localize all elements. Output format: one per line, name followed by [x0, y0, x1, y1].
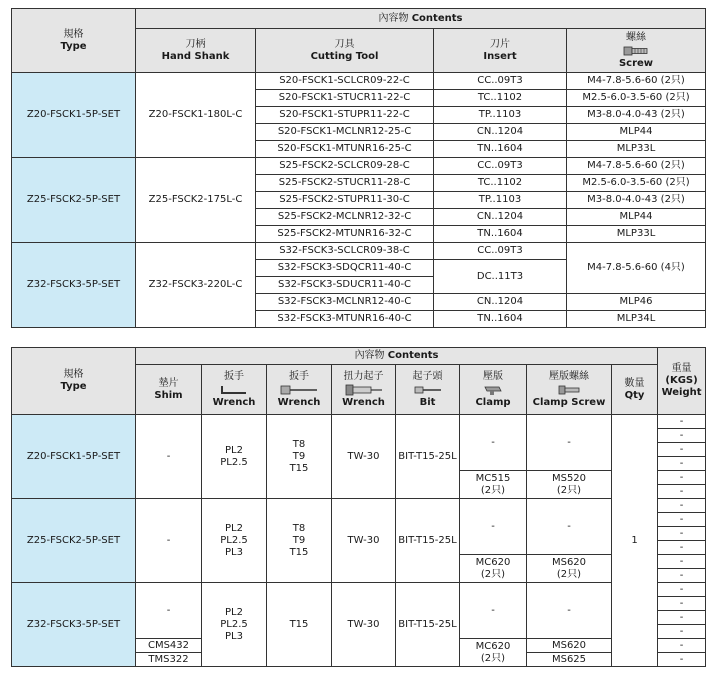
shank-z25: Z25-FSCK2-175L-C — [136, 158, 256, 243]
clamp-screw-cell: MS620 — [527, 639, 612, 653]
insert-cell: TN..1604 — [434, 311, 567, 328]
torque-wrench-header: 扭力起子 Wrench — [332, 365, 396, 415]
shank-z32: Z32-FSCK3-220L-C — [136, 243, 256, 328]
type-header: 規格 Type — [12, 9, 136, 73]
weight-cell: - — [658, 471, 706, 485]
weight-cell: - — [658, 611, 706, 625]
shim-cell: - — [136, 583, 202, 639]
tool-cell: S25-FSCK2-STUCR11-28-C — [256, 175, 434, 192]
tool-cell: S20-FSCK1-STUPR11-22-C — [256, 107, 434, 124]
set-type-z25: Z25-FSCK2-5P-SET — [12, 158, 136, 243]
shim-cell: CMS432 — [136, 639, 202, 653]
screw-icon — [567, 45, 705, 57]
weight-cell: - — [658, 583, 706, 597]
t-wrench-icon — [267, 384, 331, 396]
screw-cell: MLP33L — [567, 141, 706, 158]
wrench-l-header: 扳手 Wrench — [202, 365, 267, 415]
weight-header: 重量 (KGS) Weight — [658, 348, 706, 415]
contents-header: 內容物 Contents — [136, 348, 658, 365]
set-type-z32: Z32-FSCK3-5P-SET — [12, 583, 136, 667]
weight-cell: - — [658, 457, 706, 471]
screw-cell: M4-7.8-5.6-60 (2只) — [567, 158, 706, 175]
insert-cell: TC..1102 — [434, 175, 567, 192]
insert-cell: DC..11T3 — [434, 260, 567, 294]
wrench-t-cell: T8 T9 T15 — [267, 415, 332, 499]
set-type-z25: Z25-FSCK2-5P-SET — [12, 499, 136, 583]
screw-cell: MLP44 — [567, 124, 706, 141]
bit-header: 起子頭 Bit — [396, 365, 460, 415]
tool-cell: S20-FSCK1-MTUNR16-25-C — [256, 141, 434, 158]
weight-cell: - — [658, 429, 706, 443]
insert-cell: TP..1103 — [434, 192, 567, 209]
contents-table-top — [11, 8, 706, 328]
set-type-z32: Z32-FSCK3-5P-SET — [12, 243, 136, 328]
screw-cell: M3-8.0-4.0-43 (2只) — [567, 192, 706, 209]
insert-cell: CC..09T3 — [434, 243, 567, 260]
insert-cell: TC..1102 — [434, 90, 567, 107]
clamp-cell: MC620 (2只) — [460, 555, 527, 583]
screw-header: 螺絲 Screw — [567, 29, 706, 73]
screw-cell: M2.5-6.0-3.5-60 (2只) — [567, 90, 706, 107]
weight-cell: - — [658, 499, 706, 513]
tool-cell: S25-FSCK2-MCLNR12-32-C — [256, 209, 434, 226]
insert-cell: CC..09T3 — [434, 73, 567, 90]
bit-cell: BIT-T15-25L — [396, 583, 460, 667]
weight-cell: - — [658, 541, 706, 555]
insert-cell: TN..1604 — [434, 141, 567, 158]
tool-cell: S25-FSCK2-MTUNR16-32-C — [256, 226, 434, 243]
wrench-t-cell: T15 — [267, 583, 332, 667]
torque-wrench-cell: TW-30 — [332, 499, 396, 583]
clamp-cell: MC515 (2只) — [460, 471, 527, 499]
clamp-cell: MC620 (2只) — [460, 639, 527, 667]
tool-cell: S20-FSCK1-SCLCR09-22-C — [256, 73, 434, 90]
screw-cell: MLP44 — [567, 209, 706, 226]
set-type-z20: Z20-FSCK1-5P-SET — [12, 415, 136, 499]
clamp-header: 壓版 Clamp — [460, 365, 527, 415]
weight-cell: - — [658, 597, 706, 611]
shank-header: 刀柄 Hand Shank — [136, 29, 256, 73]
clamp-screw-header: 壓版螺絲 Clamp Screw — [527, 365, 612, 415]
clamp-screw-cell: - — [527, 583, 612, 639]
insert-cell: TP..1103 — [434, 107, 567, 124]
weight-cell: - — [658, 513, 706, 527]
screw-cell: MLP33L — [567, 226, 706, 243]
clamp-screw-cell: - — [527, 499, 612, 555]
weight-cell: - — [658, 443, 706, 457]
weight-cell: - — [658, 485, 706, 499]
shim-cell: TMS322 — [136, 653, 202, 667]
wrench-l-cell: PL2 PL2.5 — [202, 415, 267, 499]
weight-cell: - — [658, 569, 706, 583]
wrench-t-header: 扳手 Wrench — [267, 365, 332, 415]
clamp-screw-icon — [527, 384, 611, 396]
insert-header: 刀片 Insert — [434, 29, 567, 73]
screw-cell: M3-8.0-4.0-43 (2只) — [567, 107, 706, 124]
clamp-screw-cell: MS620 (2只) — [527, 555, 612, 583]
screw-cell: M2.5-6.0-3.5-60 (2只) — [567, 175, 706, 192]
weight-cell: - — [658, 625, 706, 639]
type-header: 規格 Type — [12, 348, 136, 415]
tool-cell: S25-FSCK2-SCLCR09-28-C — [256, 158, 434, 175]
bit-cell: BIT-T15-25L — [396, 415, 460, 499]
weight-cell: - — [658, 555, 706, 569]
shim-cell: - — [136, 499, 202, 583]
tool-cell: S32-FSCK3-MTUNR16-40-C — [256, 311, 434, 328]
wrench-t-cell: T8 T9 T15 — [267, 499, 332, 583]
bit-icon — [396, 384, 459, 396]
wrench-l-cell: PL2 PL2.5 PL3 — [202, 499, 267, 583]
tool-cell: S32-FSCK3-SCLCR09-38-C — [256, 243, 434, 260]
tool-cell: S20-FSCK1-MCLNR12-25-C — [256, 124, 434, 141]
screw-cell-group: M4-7.8-5.6-60 (4只) — [567, 243, 706, 294]
tool-cell: S32-FSCK3-MCLNR12-40-C — [256, 294, 434, 311]
torque-wrench-cell: TW-30 — [332, 583, 396, 667]
clamp-cell: - — [460, 583, 527, 639]
l-wrench-icon — [202, 384, 266, 396]
insert-cell: CN..1204 — [434, 209, 567, 226]
insert-cell: CC..09T3 — [434, 158, 567, 175]
torque-wrench-cell: TW-30 — [332, 415, 396, 499]
shank-z20: Z20-FSCK1-180L-C — [136, 73, 256, 158]
contents-header: 內容物 Contents — [136, 9, 706, 29]
cutting-tool-header: 刀具 Cutting Tool — [256, 29, 434, 73]
screw-cell: MLP46 — [567, 294, 706, 311]
clamp-cell: - — [460, 415, 527, 471]
weight-cell: - — [658, 415, 706, 429]
wrench-l-cell: PL2 PL2.5 PL3 — [202, 583, 267, 667]
torque-wrench-icon — [332, 384, 395, 396]
bit-cell: BIT-T15-25L — [396, 499, 460, 583]
insert-cell: CN..1204 — [434, 294, 567, 311]
contents-table-bottom — [11, 347, 706, 667]
clamp-screw-cell: - — [527, 415, 612, 471]
insert-cell: TN..1604 — [434, 226, 567, 243]
shim-cell: - — [136, 415, 202, 499]
screw-cell: MLP34L — [567, 311, 706, 328]
tool-cell: S25-FSCK2-STUPR11-30-C — [256, 192, 434, 209]
weight-cell: - — [658, 527, 706, 541]
tool-cell: S20-FSCK1-STUCR11-22-C — [256, 90, 434, 107]
tool-cell: S32-FSCK3-SDQCR11-40-C — [256, 260, 434, 277]
clamp-cell: - — [460, 499, 527, 555]
clamp-screw-cell: MS625 — [527, 653, 612, 667]
clamp-icon — [460, 384, 526, 396]
screw-cell: M4-7.8-5.6-60 (2只) — [567, 73, 706, 90]
qty-cell: 1 — [612, 415, 658, 667]
qty-header: 數量 Qty — [612, 365, 658, 415]
set-type-z20: Z20-FSCK1-5P-SET — [12, 73, 136, 158]
shim-header: 墊片 Shim — [136, 365, 202, 415]
tool-cell: S32-FSCK3-SDUCR11-40-C — [256, 277, 434, 294]
weight-cell: - — [658, 653, 706, 667]
clamp-screw-cell: MS520 (2只) — [527, 471, 612, 499]
insert-cell: CN..1204 — [434, 124, 567, 141]
weight-cell: - — [658, 639, 706, 653]
